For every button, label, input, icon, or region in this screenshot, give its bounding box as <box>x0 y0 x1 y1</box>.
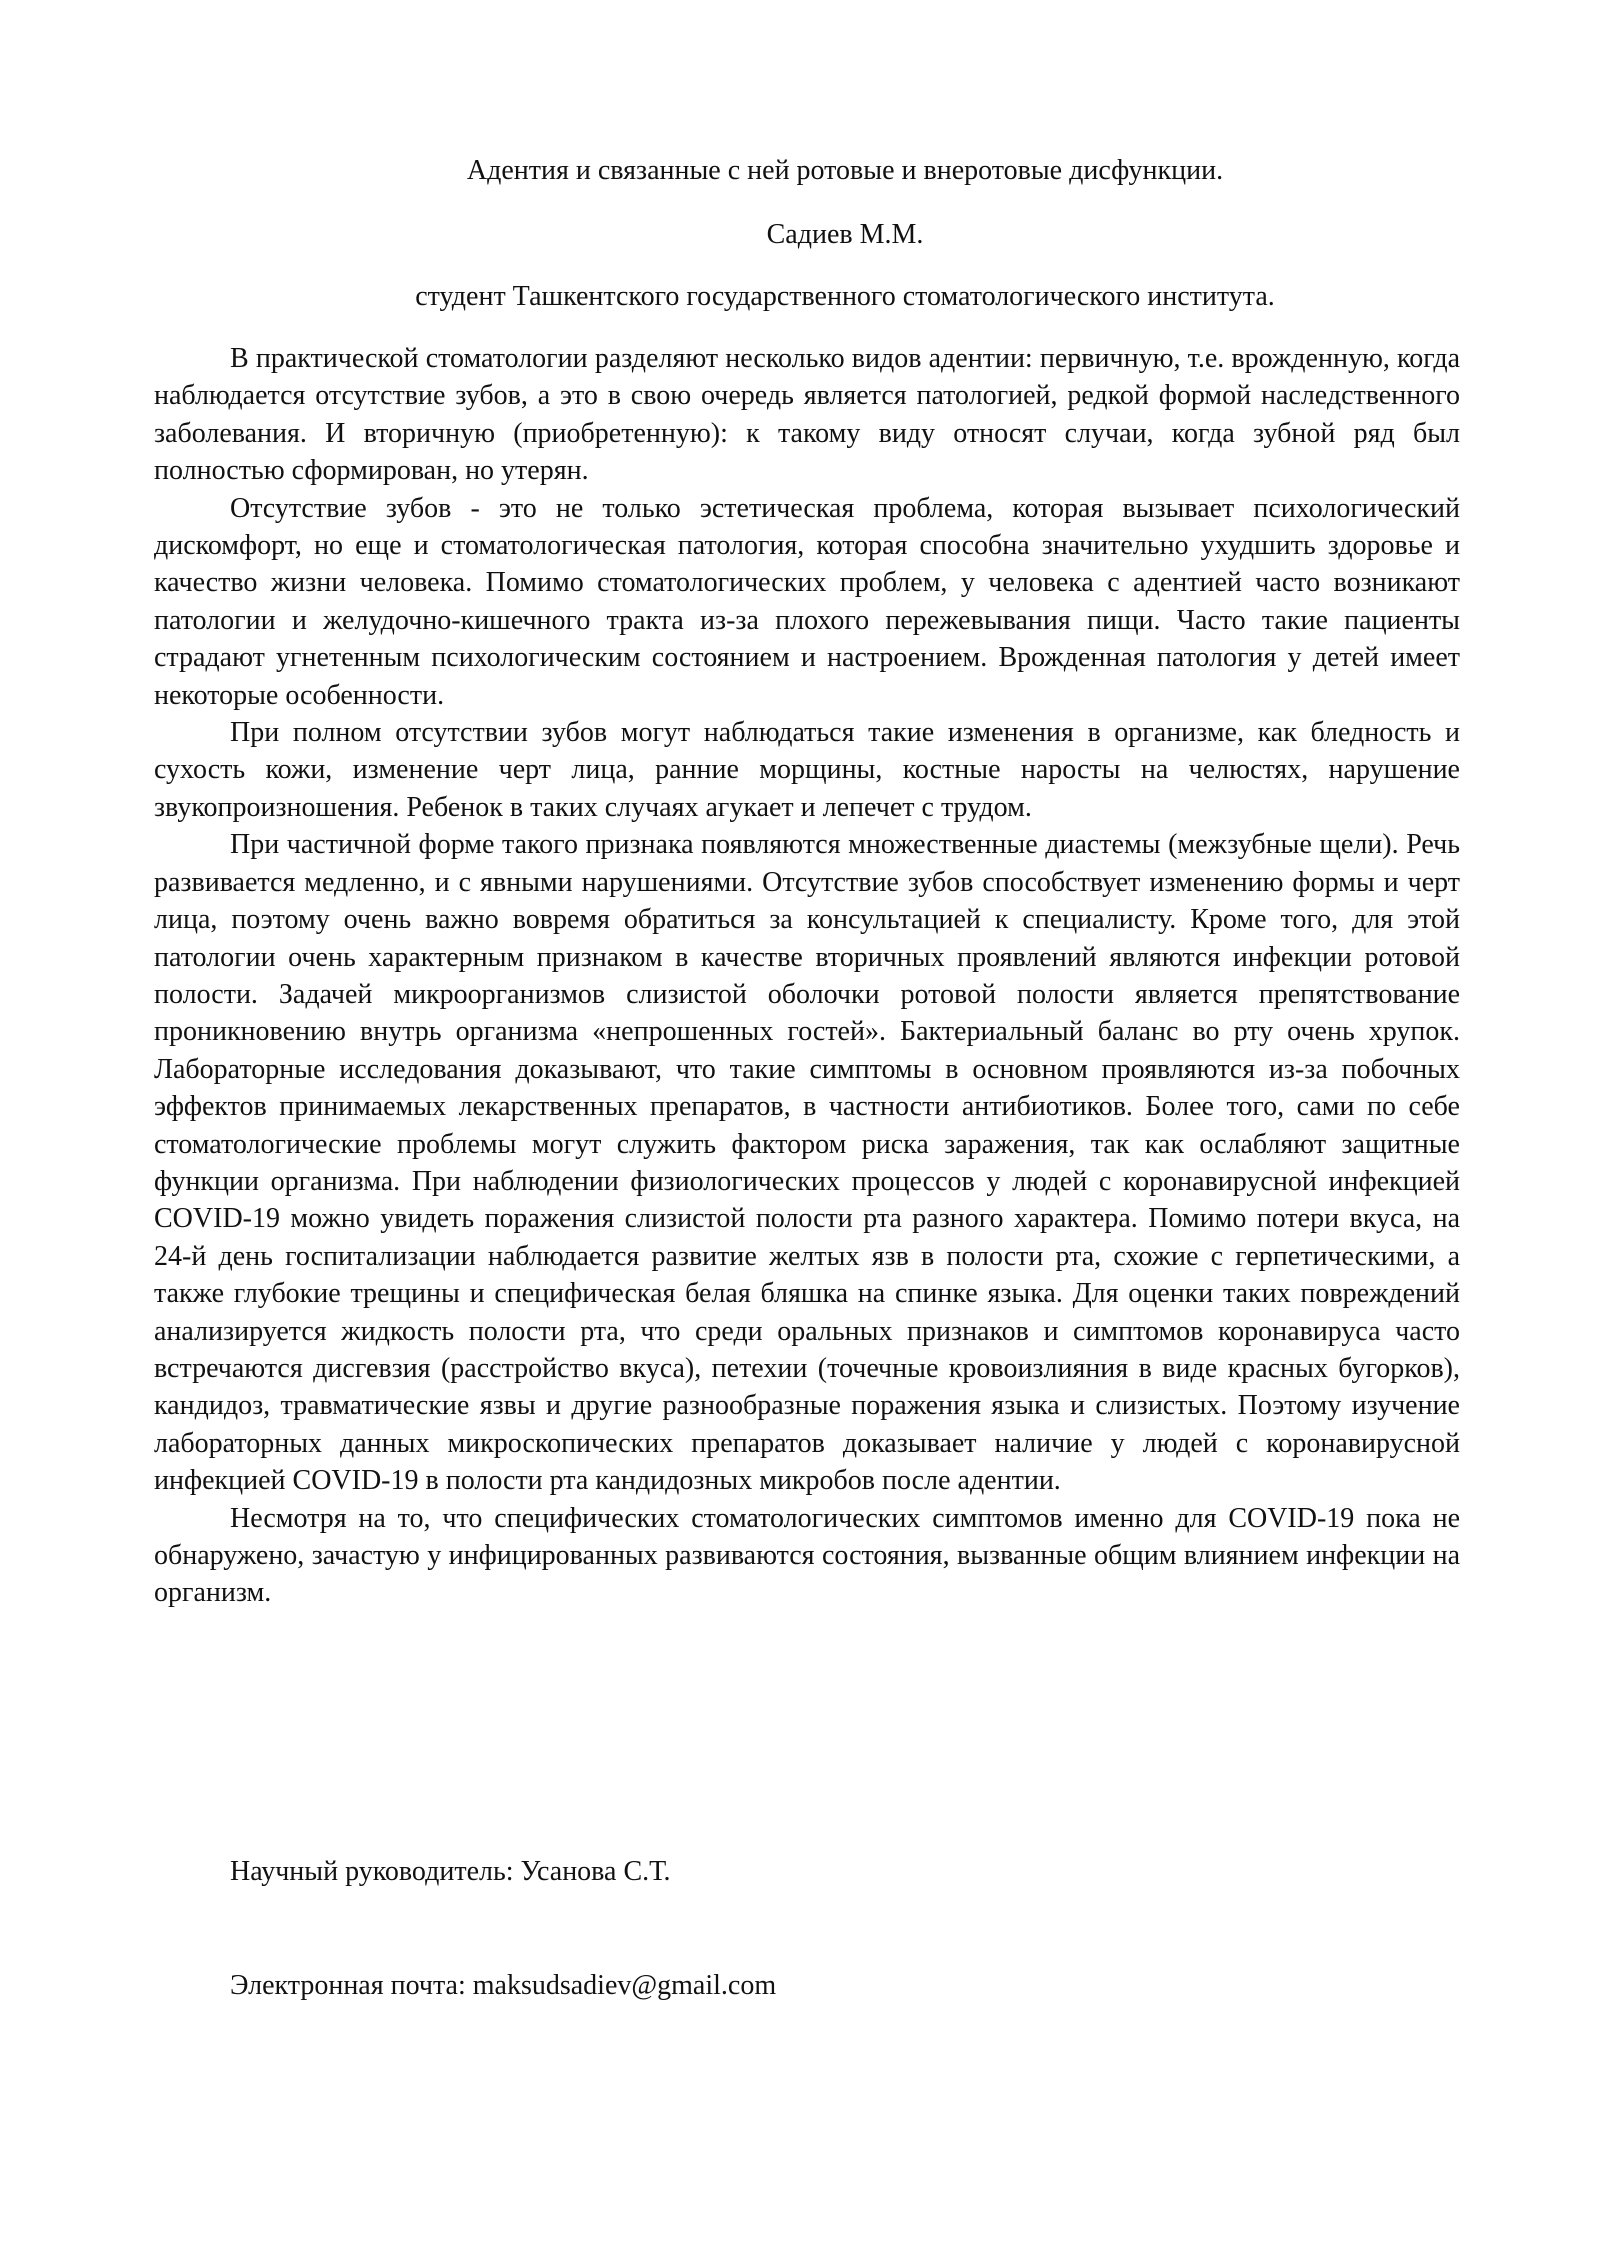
paragraph: Несмотря на то, что специфических стоматологических симптомов именно для COVID-19 пока не обнаружено, зачастую у инфицированных развиваются состояния, вызванные общим влиянием инфекции на организм. <box>154 1502 1460 1609</box>
email-line: Электронная почта: maksudsadiev@gmail.com <box>230 1970 777 2001</box>
document-body <box>154 340 1460 1612</box>
paragraph: Отсутствие зубов - это не только эстетическая проблема, которая вызывает психологический дискомфорт, но еще и стоматологическая патология, которая способна значительно ухудшить здоровье и качество жизни человека. Помимо стоматологических проблем, у человека с адентией часто возникают патологии и желудочно-кишечного тракта из-за плохого пережевывания пищи. Часто такие пациенты страдают угнетенным психологическим состоянием и настроением. Врожденная патология у детей имеет некоторые особенности. <box>154 492 1460 711</box>
author-name: Садиев М.М. <box>766 219 924 250</box>
paragraph: При полном отсутствии зубов могут наблюдаться такие изменения в организме, как бледность и сухость кожи, изменение черт лица, ранние морщины, костные наросты на челюстях, нарушение звукопроизношения. Ребенок в таких случаях агукает и лепечет с трудом. <box>154 717 1460 823</box>
document-title: Адентия и связанные с ней ротовые и внеротовые дисфункции. <box>466 155 1224 186</box>
paragraph: В практической стоматологии разделяют несколько видов адентии: первичную, т.е. врожденную, когда наблюдается отсутствие зубов, а это в свою очередь является патологией, редкой формой наследственного заболевания. И вторичную (приобретенную): к такому виду относят случаи, когда зубной ряд был полностью сформирован, но утерян. <box>154 343 1460 487</box>
paragraph: При частичной форме такого признака появляются множественные диастемы (межзубные щели). Речь развивается медленно, и с явными нарушениями. Отсутствие зубов способствует изменению формы и черт лица, поэтому очень важно вовремя обратиться за консультацией к специалисту. Кроме того, для этой патологии очень характерным признаком в качестве вторичных проявлений являются инфекции ротовой полости. Задачей микроорганизмов слизистой оболочки ротовой полости является препятствование проникновению внутрь организма «непрошенных гостей». Бактериальный баланс во рту очень хрупок. Лабораторные исследования доказывают, что такие симптомы в основном проявляются из-за побочных эффектов принимаемых лекарственных препаратов, в частности антибиотиков. Более того, сами по себе стоматологические проблемы могут служить фактором риска заражения, так как ослабляют защитные функции организма. При наблюдении физиологических процессов у людей с коронавирусной инфекцией COVID-19 можно увидеть поражения слизистой полости рта разного характера. Помимо потери вкуса, на 24-й день госпитализации наблюдается развитие желтых язв в полости рта, схожие с герпетическими, а также глубокие трещины и специфическая белая бляшка на спинке языка. Для оценки таких повреждений анализируется жидкость полости рта, что среди оральных признаков и симптомов коронавируса часто встречаются дисгевзия (расстройство вкуса), петехии (точечные кровоизлияния в виде красных бугорков), кандидоз, травматические язвы и другие разнообразные поражения языка и слизистых. Поэтому изучение лабораторных данных микроскопических препаратов доказывает наличие у людей с коронавирусной инфекцией COVID-19 в полости рта кандидозных микробов после адентии. <box>154 829 1460 1497</box>
author-affiliation: студент Ташкентского государственного стоматологического института. <box>415 281 1275 312</box>
supervisor-line: Научный руководитель: Усанова С.Т. <box>230 1856 671 1887</box>
